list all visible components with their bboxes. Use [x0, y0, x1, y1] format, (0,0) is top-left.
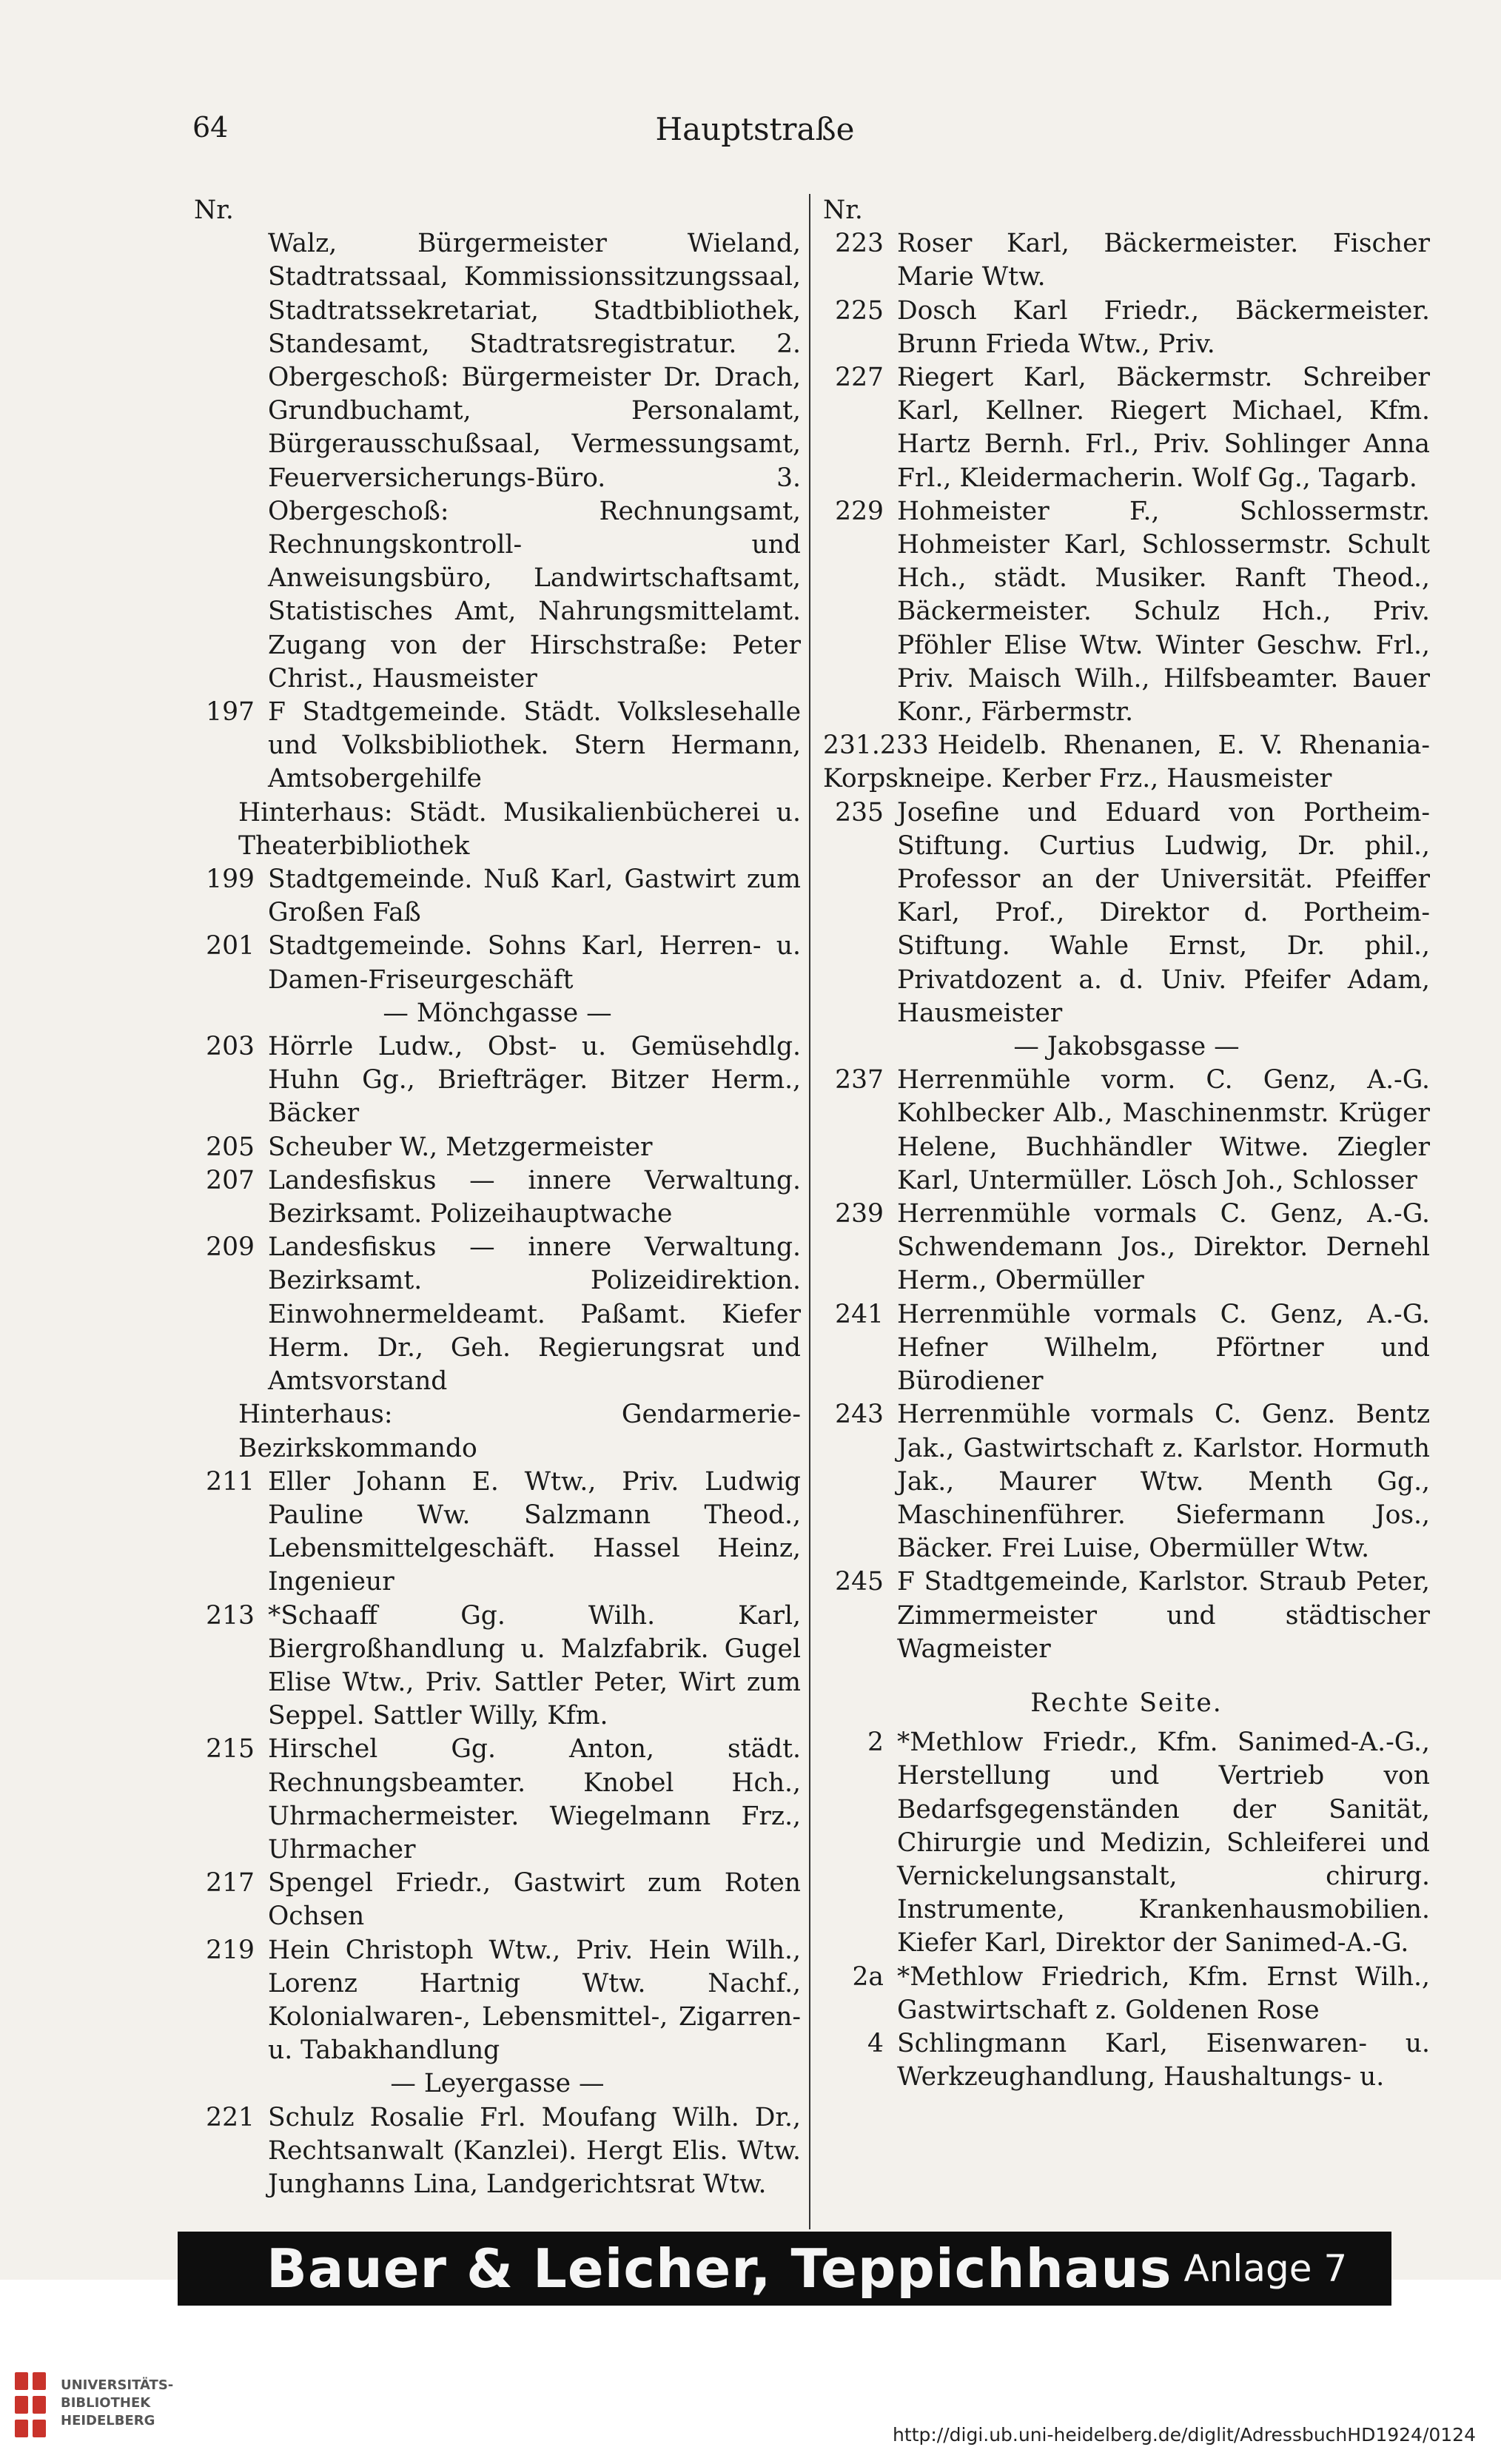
entry-text: Hohmeister F., Schlossermstr. Hohmeister Karl, Schlossermstr. Schult Hch., städt. Musiker. Ranft Theod., Bäckermeister. Schulz Hch., Priv. Pföhler Elise Wtw. Winter Geschw. Frl., Priv. Maisch Wilh., Hilfsbeamter. Bauer Konr., Färbermstr.: [897, 496, 1430, 728]
street-marker: — Jakobsgasse —: [1013, 1032, 1240, 1062]
address-entry: [823, 1565, 1430, 1666]
house-number: 235: [835, 797, 884, 828]
address-entry: [194, 796, 801, 863]
library-name: [61, 2377, 173, 2430]
address-entry: [194, 1164, 801, 1231]
house-number: 237: [835, 1065, 884, 1095]
entry-text: Roser Karl, Bäckermeister. Fischer Marie Wtw.: [897, 229, 1430, 292]
entry-text: Spengel Friedr., Gastwirt zum Roten Ochsen: [268, 1868, 801, 1932]
library-logo-icon: [15, 2372, 52, 2440]
address-entry: [823, 495, 1430, 729]
source-url-link[interactable]: http://digi.ub.uni-heidelberg.de/diglit/AdressbuchHD1924/0124: [893, 2424, 1476, 2445]
library-name-line: HEIDELBERG: [61, 2413, 155, 2428]
address-entry: [823, 295, 1430, 361]
house-number: 227: [835, 363, 884, 392]
house-number: 215: [206, 1734, 255, 1765]
house-number: 209: [206, 1232, 255, 1263]
address-entry: [194, 1599, 801, 1733]
address-entry: [194, 2101, 801, 2202]
section-title: Rechte Seite.: [1030, 1688, 1223, 1718]
entry-text: Riegert Karl, Bäckermstr. Schreiber Karl, Kellner. Riegert Michael, Kfm. Hartz Bernh. Frl., Priv. Sohlinger Anna Frl., Kleidermacherin. Wolf Gg., Tagarb.: [897, 363, 1430, 493]
page-number: 64: [192, 111, 229, 144]
left-column: [194, 194, 801, 2201]
running-title: Hauptstraße: [655, 111, 855, 147]
address-entry: [194, 1131, 801, 1164]
library-name-line: BIBLIOTHEK: [61, 2395, 151, 2411]
entry-text: Hinterhaus: Städt. Musikalienbücherei u. Theaterbibliothek: [238, 797, 801, 861]
address-entry: [823, 729, 1430, 796]
entry-text: Schlingmann Karl, Eisenwaren- u. Werkzeughandlung, Haushaltungs- u.: [897, 2028, 1430, 2092]
entry-text: Hein Christoph Wtw., Priv. Hein Wilh., Lorenz Hartnig Wtw. Nachf., Kolonialwaren-, Lebensmittel-, Zigarren- u. Tabakhandlung: [268, 1935, 801, 2066]
address-entry: [823, 2027, 1430, 2094]
entry-text: Hinterhaus: Gendarmerie-Bezirkskommando: [238, 1400, 801, 1463]
house-number: 225: [835, 295, 884, 326]
street-marker: — Mönchgasse —: [383, 998, 612, 1028]
nr-heading: Nr.: [823, 195, 863, 225]
house-number: 201: [206, 931, 255, 961]
address-entry: [823, 1064, 1430, 1198]
address-entry: [823, 1298, 1430, 1399]
address-entry: [823, 1726, 1430, 1960]
address-entry: [823, 361, 1430, 495]
address-entry: [194, 1867, 801, 1933]
address-entry: [823, 1198, 1430, 1298]
address-entry: [194, 1398, 801, 1465]
address-entry: [823, 796, 1430, 1030]
house-number: 213: [206, 1600, 255, 1631]
entry-text: Herrenmühle vorm. C. Genz, A.-G. Kohlbecker Alb., Maschinenmstr. Krüger Helene, Buchhändler Witwe. Ziegler Karl, Untermüller. Lösch Joh., Schlosser: [897, 1065, 1430, 1195]
house-number: 4: [867, 2028, 884, 2058]
entry-text: Josefine und Eduard von Portheim-Stiftung. Curtius Ludwig, Dr. phil., Professor an der Universität. Pfeiffer Karl, Prof., Direktor d. Portheim-Stiftung. Wahle Ernst, Dr. phil., Privatdozent a. d. Univ. Pfeifer Adam, Hausmeister: [897, 797, 1430, 1028]
house-number: 207: [206, 1165, 255, 1195]
entry-text: *Schaaff Gg. Wilh. Karl, Biergroßhandlung u. Malzfabrik. Gugel Elise Wtw., Priv. Sattler Peter, Wirt zum Seppel. Sattler Willy, Kfm.: [268, 1600, 801, 1731]
house-number: 197: [206, 697, 255, 728]
column-divider: [809, 194, 810, 2229]
entry-text: *Methlow Friedr., Kfm. Sanimed-A.-G., Herstellung und Vertrieb von Bedarfsgegenständen der Sanität, Chirurgie und Medizin, Schleiferei und Vernickelungsanstalt, chirurg. Instrumente, Krankenhausmobilien. Kiefer Karl, Direktor der Sanimed-A.-G.: [897, 1728, 1430, 1958]
entry-text: Hörrle Ludw., Obst- u. Gemüsehdlg. Huhn Gg., Briefträger. Bitzer Herm., Bäcker: [268, 1032, 801, 1129]
library-name-line: UNIVERSITÄTS-: [61, 2377, 174, 2393]
house-number: 217: [206, 1868, 255, 1899]
advertisement-banner: [178, 2232, 1391, 2306]
address-entry: [194, 1733, 801, 1867]
address-entry: [194, 863, 801, 930]
entry-text: Dosch Karl Friedr., Bäckermeister. Brunn Frieda Wtw., Priv.: [897, 295, 1430, 359]
footer: [0, 2350, 1501, 2464]
house-number: 2: [867, 1728, 884, 1758]
entry-text: Herrenmühle vormals C. Genz, A.-G. Hefner Wilhelm, Pförtner und Bürodiener: [897, 1299, 1430, 1397]
house-number: 2a: [852, 1961, 884, 1992]
address-entry: [823, 1961, 1430, 2027]
address-entry: [194, 930, 801, 996]
entry-text: Landesfiskus — innere Verwaltung. Bezirksamt. Polizeihauptwache: [268, 1165, 801, 1229]
nr-heading: Nr.: [194, 195, 234, 225]
entry-text: Eller Johann E. Wtw., Priv. Ludwig Pauline Ww. Salzmann Theod., Lebensmittelgeschäft. Hassel Heinz, Ingenieur: [268, 1466, 801, 1597]
street-marker: — Leyergasse —: [390, 2069, 605, 2099]
house-number: 231.233: [823, 731, 929, 761]
address-entry: [823, 227, 1430, 294]
house-number: 245: [835, 1567, 884, 1597]
entry-text: Herrenmühle vormals C. Genz. Bentz Jak., Gastwirtschaft z. Karlstor. Hormuth Jak., Maurer Wtw. Menth Gg., Maschinenführer. Siefermann Jos., Bäcker. Frei Luise, Obermüller Wtw.: [897, 1400, 1430, 1564]
house-number: 243: [835, 1400, 884, 1430]
entry-text: Herrenmühle vormals C. Genz, A.-G. Schwendemann Jos., Direktor. Dernehl Herm., Obermüller: [897, 1199, 1430, 1296]
entry-text: F Stadtgemeinde. Städt. Volkslesehalle und Volksbibliothek. Stern Hermann, Amtsobergehilfe: [268, 697, 801, 794]
house-number: 239: [835, 1199, 884, 1229]
house-number: 223: [835, 229, 884, 259]
entry-text: Schulz Rosalie Frl. Moufang Wilh. Dr., Rechtsanwalt (Kanzlei). Hergt Elis. Wtw. Junghanns Lina, Landgerichtsrat Wtw.: [268, 2102, 801, 2199]
advertisement-tag: Anlage 7: [1183, 2247, 1348, 2290]
entry-text: Stadtgemeinde. Nuß Karl, Gastwirt zum Großen Faß: [268, 865, 801, 928]
entry-text: Walz, Bürgermeister Wieland, Stadtratssaal, Kommissionssitzungssaal, Stadtratssekretariat, Stadtbibliothek, Standesamt, Stadtratsregistratur. 2. Obergeschoß: Bürgermeister Dr. Drach, Grundbuchamt, Personalamt, Bürgerausschußsaal, Vermessungsamt, Feuerversicherungs-Büro. 3. Obergeschoß: Rechnungsamt, Rechnungskontroll- und Anweisungsbüro, Landwirtschaftsamt, Statistisches Amt, Nahrungsmittelamt. Zugang von der Hirschstraße: Peter Christ., Hausmeister: [268, 229, 801, 694]
address-entry: [194, 1030, 801, 1131]
house-number: 221: [206, 2102, 255, 2132]
entry-text: Heidelb. Rhenanen, E. V. Rhenania-Korpskneipe. Kerber Frz., Hausmeister: [823, 731, 1430, 794]
house-number: 199: [206, 865, 255, 895]
house-number: 241: [835, 1299, 884, 1329]
entry-text: Hirschel Gg. Anton, städt. Rechnungsbeamter. Knobel Hch., Uhrmachermeister. Wiegelmann Frz., Uhrmacher: [268, 1734, 801, 1864]
entry-text: Stadtgemeinde. Sohns Karl, Herren- u. Damen-Friseurgeschäft: [268, 931, 801, 995]
entry-text: Landesfiskus — innere Verwaltung. Bezirksamt. Polizeidirektion. Einwohnermeldeamt. Paßamt. Kiefer Herm. Dr., Geh. Regierungsrat und Amtsvorstand: [268, 1232, 801, 1397]
house-number: 211: [206, 1466, 255, 1497]
entry-text: Scheuber W., Metzgermeister: [268, 1132, 653, 1162]
advertisement-text: Bauer & Leicher, Teppichhaus: [266, 2238, 1172, 2300]
address-entry: [194, 1231, 801, 1398]
address-entry: [194, 1934, 801, 2068]
house-number: 229: [835, 496, 884, 526]
address-entry: [194, 696, 801, 796]
house-number: 219: [206, 1935, 255, 1965]
entry-text: F Stadtgemeinde, Karlstor. Straub Peter, Zimmermeister und städtischer Wagmeister: [897, 1567, 1430, 1664]
house-number: 203: [206, 1032, 255, 1062]
entry-text: *Methlow Friedrich, Kfm. Ernst Wilh., Gastwirtschaft z. Goldenen Rose: [897, 1961, 1430, 2025]
house-number: 205: [206, 1132, 255, 1162]
right-column: [823, 194, 1430, 2094]
page-header: [192, 111, 1317, 155]
address-entry: [823, 1398, 1430, 1565]
address-entry: [194, 1466, 801, 1599]
intro-entry: [194, 227, 801, 696]
